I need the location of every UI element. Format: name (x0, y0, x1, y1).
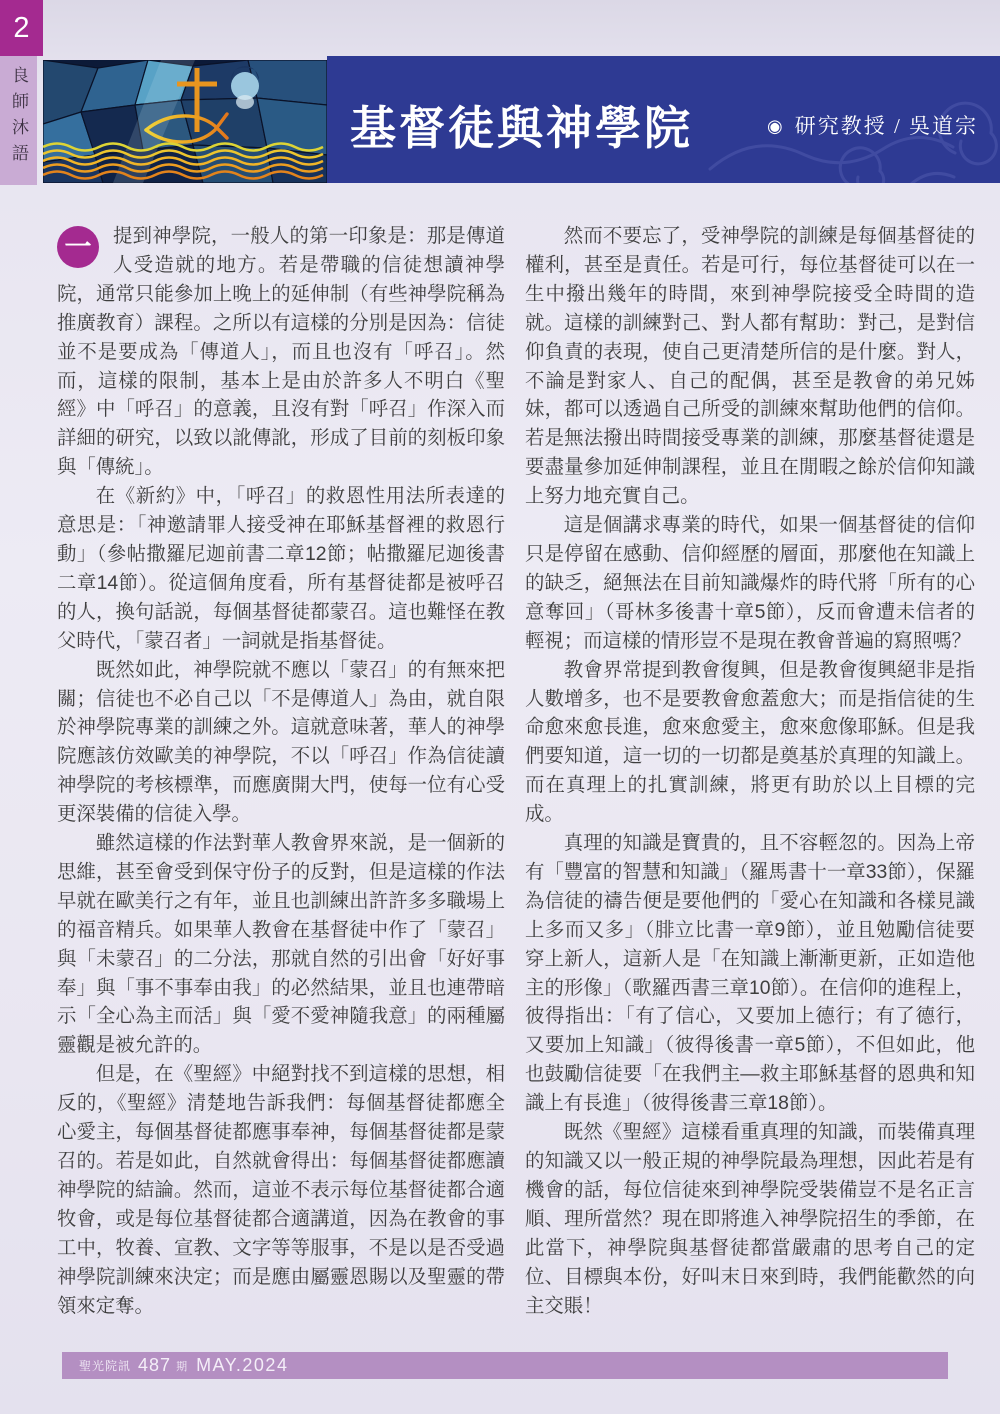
page-number: 2 (13, 11, 30, 44)
edge-strip (0, 56, 37, 185)
header-band (327, 56, 1000, 183)
paragraph (57, 222, 505, 482)
paragraph: 然而不要忘了，受神學院的訓練是每個基督徒的權利，甚至是責任。若是可行，每位基督徒可以在一生中撥出幾年的時間，來到神學院接受全時間的造就。這樣的訓練對己、對人都有幫助：對己，是對信仰負責的表現，使自己更清楚所信的是什麼。對人，不論是對家人、自己的配偶，甚至是教會的弟兄姊妹，都可以透過自己所受的訓練來幫助他們的信仰。若是無法撥出時間接受專業的訓練，那麼基督徒還是要盡量參加延伸制課程，並且在閒暇之餘於信仰知識上努力地充實自己。 (525, 225, 975, 508)
issue-date: MAY.2024 (196, 1355, 289, 1375)
article-title: 基督徒與神學院 (350, 102, 693, 154)
author-line (767, 110, 978, 140)
paragraph: 真理的知識是寶貴的，且不容輕忽的。因為上帝有「豐富的智慧和知識」（羅馬書十一章33節），保羅為信徒的禱告便是要他們的「愛心在知識和各樣見識上多而又多」（腓立比書一章9節），並且勉勵信徒要穿上新人，這新人是「在知識上漸漸更新，正如造他主的形像」（歌羅西書三章10節）。在信仰的進程上，彼得指出：「有了信心，又要加上德行；有了德行，又要加上知識」（彼得後書一章5節），不但如此，他也鼓勵信徒要「在我們主—救主耶穌基督的恩典和知識上有長進」（彼得後書三章18節）。 (525, 832, 975, 1115)
author-name: 研究教授 / 吳道宗 (794, 114, 979, 138)
stained-glass-image (43, 60, 327, 183)
paragraph: 雖然這樣的作法對華人教會界來説，是一個新的思維，甚至會受到保守份子的反對，但是這樣的作法早就在歐美行之有年，並且也訓練出許許多多職場上的福音精兵。如果華人教會在基督徒中作了「蒙召」與「未蒙召」的二分法，那就自然的引出會「好好事奉」與「事不事奉由我」的必然結果，並且也連帶暗示「全心為主而活」與「愛不愛神隨我意」的兩種屬靈觀是被允許的。 (57, 832, 505, 1057)
page-number-box (0, 0, 43, 56)
paragraph-text: 提到神學院，一般人的第一印象是：那是傳道人受造就的地方。若是帶職的信徒想讀神學院，通常只能參加上晚上的延伸制（有些神學院稱為推廣教育）課程。之所以有這樣的分別是因為：信徒並不是要成為「傳道人」，而且也沒有「呼召」。然而，這樣的限制，基本上是由於許多人不明白《聖經》中「呼召」的意義，且沒有對「呼召」作深入而詳細的研究，以致以訛傳訛，形成了目前的刻板印象與「傳統」。 (57, 225, 505, 479)
bullseye-icon: ◉ (767, 116, 785, 136)
column-name-vertical: 良師沐語 (9, 66, 28, 170)
right-column (525, 222, 975, 1320)
drop-cap-circle-icon: 一 (57, 226, 99, 268)
paragraph: 教會界常提到教會復興，但是教會復興絕非是指人數增多，也不是要教會愈蓋愈大；而是指信徒的生命愈來愈長進，愈來愈愛主，愈來愈像耶穌。但是我們要知道，這一切的一切都是奠基於真理的知識上。而在真理上的扎實訓練，將更有助於以上目標的完成。 (525, 658, 975, 826)
footer-bar (62, 1352, 948, 1379)
paragraph: 既然如此，神學院就不應以「蒙召」的有無來把關；信徒也不必自己以「不是傳道人」為由，就自限於神學院專業的訓練之外。這就意味著，華人的神學院應該仿效歐美的神學院，不以「呼召」作為信徒讀神學院的考核標準，而應廣開大門，使每一位有心受更深裝備的信徒入學。 (57, 658, 505, 826)
publication-name: 聖光院訊 (79, 1359, 132, 1373)
stained-glass-cross-fish-waves-icon (43, 60, 327, 183)
issue-unit: 期 (176, 1360, 188, 1373)
left-column (57, 222, 505, 1320)
paragraph: 在《新約》中，「呼召」的救恩性用法所表達的意思是：「神邀請罪人接受神在耶穌基督裡的救恩行動」（參帖撒羅尼迦前書二章12節；帖撒羅尼迦後書二章14節）。從這個角度看，所有基督徒都是被呼召的人，換句話説，每個基督徒都蒙召。這也難怪在教父時代，「蒙召者」一詞就是指基督徒。 (57, 485, 505, 652)
paragraph: 這是個講求專業的時代，如果一個基督徒的信仰只是停留在感動、信仰經歷的層面，那麼他在知識上的缺乏，絕無法在目前知識爆炸的時代將「所有的心意奪回」（哥林多後書十章5節），反而會遭未信者的輕視；而這樣的情形豈不是現在教會普遍的寫照嗎？ (525, 514, 975, 652)
paragraph: 既然《聖經》這樣看重真理的知識，而裝備真理的知識又以一般正規的神學院最為理想，因此若是有機會的話，每位信徒來到神學院受裝備豈不是名正言順、理所當然？現在即將進入神學院招生的季節，在此當下，神學院與基督徒都當嚴肅的思考自己的定位、目標與本份，好叫末日來到時，我們能歡然的向主交賬！ (525, 1121, 975, 1317)
issue-number: 487 (138, 1355, 172, 1375)
paragraph: 但是，在《聖經》中絕對找不到這樣的思想，相反的，《聖經》清楚地告訴我們：每個基督徒都應全心愛主，每個基督徒都應事奉神，每個基督徒都是蒙召的。若是如此，自然就會得出：每個基督徒都應讀神學院的結論。然而，這並不表示每位基督徒都合適牧會，或是每位基督徒都合適講道，因為在教會的事工中，牧養、宣教、文字等等服事，不是以是否受過神學院訓練來決定；而是應由屬靈恩賜以及聖靈的帶領來定奪。 (57, 1063, 505, 1317)
